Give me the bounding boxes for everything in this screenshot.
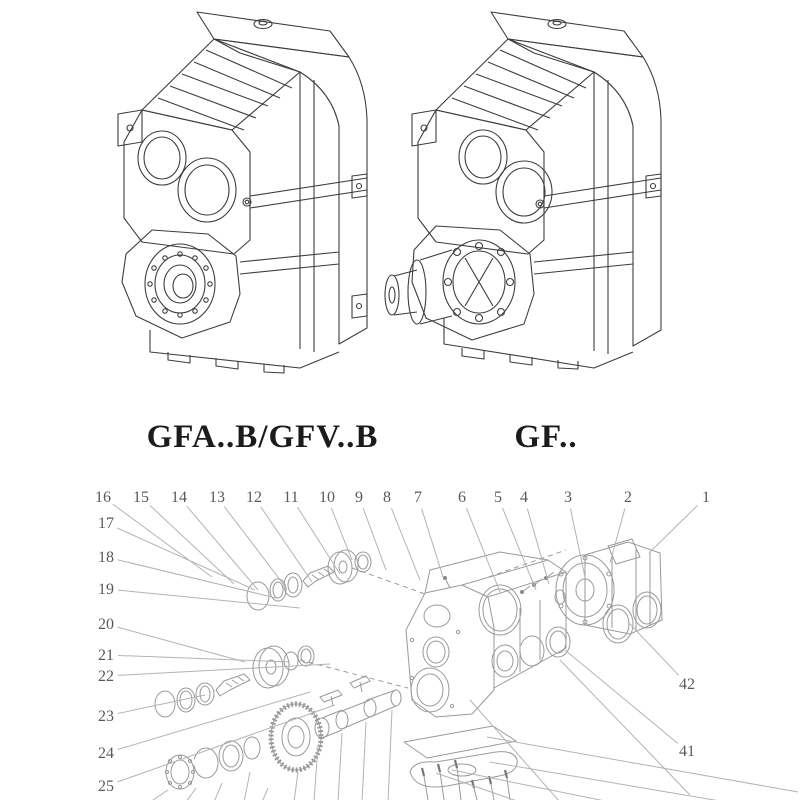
callout-label-7: 7	[414, 489, 422, 506]
leader-line-22	[118, 664, 330, 675]
callout-label-2: 2	[624, 489, 632, 506]
input-shaft-assembly	[247, 550, 371, 610]
leader-line-17	[117, 528, 255, 590]
callout-label-17: 17	[98, 515, 114, 532]
motor	[555, 539, 662, 634]
leader-line-16	[113, 504, 212, 577]
callout-label-18: 18	[98, 549, 114, 566]
leader-line-3	[570, 509, 585, 577]
intermediate-shaft-assembly	[155, 646, 314, 717]
callout-layer	[95, 489, 710, 795]
gearbox-housing	[406, 552, 566, 717]
leader-line-1	[649, 505, 697, 553]
figure-label-gfab-gfvb: GFA..B/GFV..B	[146, 419, 379, 455]
callout-label-25: 25	[98, 778, 114, 795]
leader-line-7	[422, 508, 443, 577]
callout-label-13: 13	[209, 489, 225, 506]
callout-label-11: 11	[283, 489, 299, 506]
leader-line-11	[297, 507, 340, 574]
leader-line-41	[565, 650, 678, 743]
leader-line-24	[117, 692, 310, 750]
callout-label-4: 4	[520, 489, 528, 506]
callout-label-24: 24	[98, 745, 114, 762]
leader-line-20	[118, 627, 245, 662]
callout-label-41: 41	[679, 743, 695, 760]
leader-line-14	[187, 506, 258, 590]
callout-label-19: 19	[98, 581, 114, 598]
gear-unit-drawing-gfab	[118, 12, 367, 373]
figure-label-gf: GF..	[514, 419, 578, 455]
leader-line-9	[363, 508, 386, 570]
gasket-and-cover	[404, 726, 517, 787]
callout-label-21: 21	[98, 647, 114, 664]
leader-line-23	[118, 695, 205, 714]
leader-line-19	[118, 590, 300, 608]
callout-label-5: 5	[494, 489, 502, 506]
exploded-parts-diagram	[150, 539, 798, 800]
callout-label-8: 8	[383, 489, 391, 506]
callout-label-22: 22	[98, 668, 114, 685]
callout-label-10: 10	[319, 489, 335, 506]
callout-label-12: 12	[246, 489, 262, 506]
leader-line-13	[224, 507, 287, 589]
leader-line-15	[150, 505, 234, 584]
bolt-circle-dots	[148, 252, 212, 317]
callout-label-9: 9	[355, 489, 363, 506]
callout-label-42: 42	[679, 676, 695, 693]
callout-label-6: 6	[458, 489, 466, 506]
gear-unit-drawing-gf	[385, 12, 661, 369]
leader-line-42	[628, 622, 679, 675]
leader-line-21	[118, 655, 290, 662]
callout-label-14: 14	[171, 489, 187, 506]
callout-label-20: 20	[98, 616, 114, 633]
callout-label-16: 16	[95, 489, 111, 506]
callout-label-3: 3	[564, 489, 572, 506]
callout-label-1: 1	[702, 489, 710, 506]
callout-label-23: 23	[98, 708, 114, 725]
leader-line-8	[391, 508, 420, 580]
callout-label-15: 15	[133, 489, 149, 506]
